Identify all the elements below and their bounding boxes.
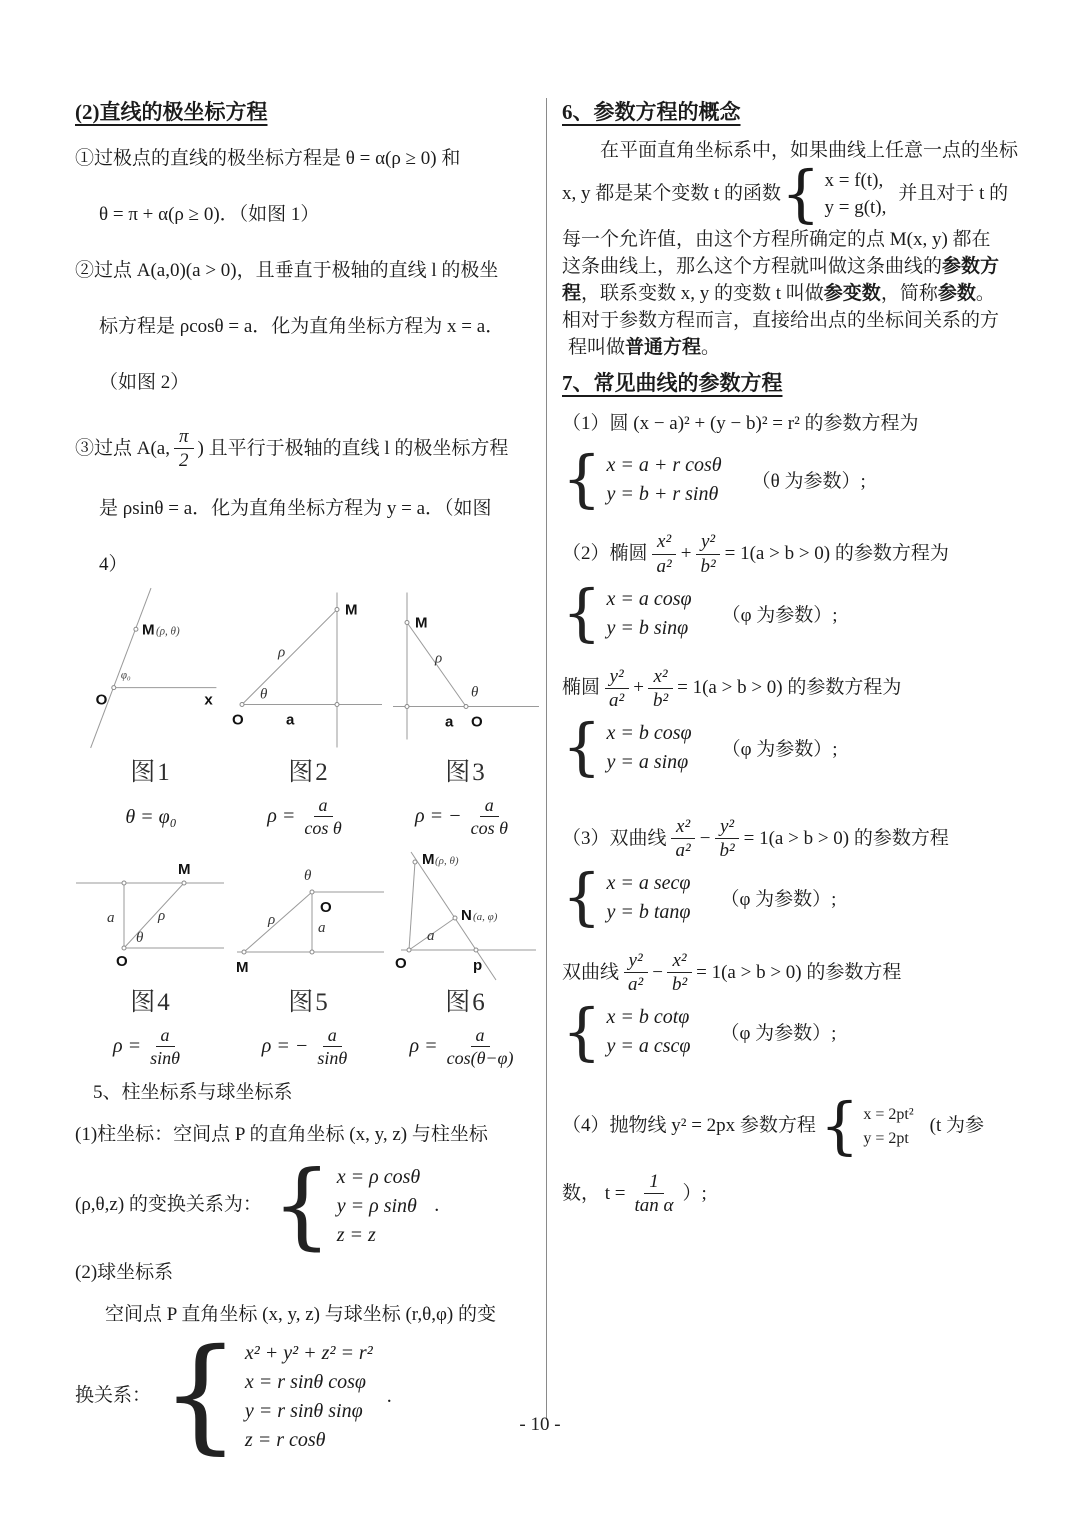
formula-fraction: $\frac{a}{\sin\theta}$ <box>317 1024 348 1069</box>
formula-fraction: $\frac{a}{\text{cos θ}}$ <box>304 794 342 839</box>
figure-3-formula <box>415 794 517 840</box>
period-mark: . <box>434 1194 440 1217</box>
figure-4-caption: 图4 <box>130 988 172 1016</box>
figure-1 <box>75 584 227 840</box>
hyperbola-parametric-equations <box>562 860 1032 934</box>
fraction: $\frac{\text{x²}}{\text{a²}}$ <box>671 816 696 862</box>
fraction: $\frac{\text{y²}}{\text{b²}}$ <box>695 531 720 577</box>
theta-label: θ <box>471 684 479 701</box>
ellipse-2-parametric-equations <box>562 710 1032 784</box>
rho-label: ρ <box>267 911 275 928</box>
equation-pre: 数， t = <box>562 1182 626 1204</box>
equation-row: x = f(t), <box>824 169 884 191</box>
foot-point <box>310 950 314 954</box>
bold-term: 参数方 <box>942 255 1000 277</box>
equation-row: y = 2pt <box>863 1129 909 1147</box>
fraction: $\frac{\text{x²}}{\text{b²}}$ <box>648 666 673 712</box>
left-heading: (2)直线的极坐标方程 <box>75 100 268 124</box>
equation-post: ）; <box>682 1182 707 1204</box>
pi-over-2-fraction: $\frac{\pi}{2}$ <box>174 426 194 472</box>
equation-rows <box>606 1006 690 1057</box>
x-axis-label: x <box>204 691 213 709</box>
item-3-line-3: 4） <box>99 553 128 575</box>
origin-label: O <box>231 711 244 729</box>
formula-lhs: ρ = <box>113 1035 142 1058</box>
figure-4-formula <box>113 1024 189 1070</box>
figure-row-2 <box>75 850 537 1070</box>
bold-term: 普通方程 <box>625 336 702 358</box>
hyperbola-2-parametric-equations <box>562 994 1032 1068</box>
left-brace: { <box>819 1089 860 1163</box>
paragraph-text: 。 <box>701 336 721 358</box>
curve-3-line <box>562 816 1032 862</box>
equation-row: x = a secφ <box>606 872 691 895</box>
equation-row: x = 2pt² <box>863 1105 914 1123</box>
item-1-line-2: θ = π + α(ρ ≥ 0)．（如图 1） <box>99 204 320 225</box>
period-mark: . <box>386 1384 392 1407</box>
a-label: a <box>317 919 325 936</box>
section-5-paragraph-3: 空间点 P 直角坐标 (x, y, z) 与球坐标 (r,θ,φ) 的变 <box>105 1303 497 1325</box>
formula-lhs: ρ = − <box>261 1035 309 1058</box>
equation-post: = 1(a > b > 0) 的参数方程 <box>696 961 902 983</box>
equation-row: y = a sinφ <box>606 750 689 773</box>
equation-row: y = b sinφ <box>606 616 689 639</box>
origin-point <box>407 948 411 952</box>
point-M <box>134 627 138 631</box>
figure-1-diagram <box>75 584 227 752</box>
point-M-label: M <box>141 620 155 638</box>
figure-2-formula <box>267 794 350 840</box>
equation-row: x = r sinθ cosφ <box>244 1370 366 1393</box>
section-6-heading: 6、参数方程的概念 <box>562 100 741 124</box>
parameter-note: （φ 为参数）; <box>720 889 837 911</box>
equation-post: = 1(a > b > 0) 的参数方程为 <box>724 543 949 565</box>
section-6-paragraph-4 <box>562 254 1032 280</box>
spherical-lead: 换关系： <box>75 1384 152 1406</box>
figure-3-caption: 图3 <box>445 758 487 786</box>
origin-point <box>112 685 116 689</box>
point-M <box>242 950 246 954</box>
figure-1-caption: 图1 <box>130 758 172 786</box>
point-M-label: M <box>344 601 357 619</box>
equation-rows <box>606 454 721 505</box>
equation-pre: 双曲线 <box>562 961 620 983</box>
a-label: a <box>106 909 114 926</box>
formula-fraction: $\frac{a}{\text{cos θ}}$ <box>470 794 508 839</box>
theta-label: θ <box>303 867 311 884</box>
item-3-pre: ③过点 A(a, <box>75 437 170 459</box>
item-2-line-1: ②过点 A(a,0)(a > 0)，且垂直于极轴的直线 l 的极坐 <box>75 260 499 281</box>
point-p-label: p <box>473 956 483 974</box>
figure-5-caption: 图5 <box>288 988 330 1016</box>
fraction: $\frac{\text{y²}}{\text{a²}}$ <box>623 950 648 996</box>
point-N-label: N <box>461 906 472 924</box>
figure-6-formula <box>409 1024 522 1070</box>
item-1-line-1: ①过极点的直线的极坐标方程是 θ = α(ρ ≥ 0) 和 <box>75 148 461 169</box>
section-5-paragraph-2: (2)球坐标系 <box>75 1261 174 1283</box>
section-6-paragraph-1: 在平面直角坐标系中，如果曲线上任意一点的坐标 <box>600 140 1019 161</box>
cylindrical-lead: (ρ,θ,z) 的变换关系为： <box>75 1194 262 1216</box>
paragraph-text: 这条曲线上，那么这个方程就叫做这条曲线的 <box>562 255 943 277</box>
a-label: a <box>285 711 294 729</box>
fraction: $\frac{\text{y²}}{\text{a²}}$ <box>604 666 629 712</box>
curve-3b-line <box>562 950 1032 996</box>
ellipse-parametric-equations <box>562 575 1032 649</box>
figure-2 <box>233 584 385 840</box>
equation-row: x = a cosφ <box>606 587 692 610</box>
point-M <box>405 620 409 624</box>
figure-6-diagram <box>391 850 541 982</box>
parameter-note: （φ 为参数）; <box>720 1023 837 1045</box>
operator: − <box>652 961 663 983</box>
curve-2b-line <box>562 666 1032 712</box>
bold-term: 程 <box>562 282 582 304</box>
radius-segment <box>124 883 184 948</box>
left-column <box>75 96 537 1468</box>
point-M <box>335 607 339 611</box>
equation-row: y = g(t), <box>824 196 887 218</box>
operator: + <box>680 543 692 565</box>
formula-lhs: ρ = − <box>415 805 462 828</box>
parameter-note: （θ 为参数）; <box>751 470 866 492</box>
point-N <box>453 916 457 920</box>
item-2-line-3: （如图 2） <box>99 372 190 393</box>
fraction: $\frac{\text{x²}}{\text{b²}}$ <box>667 950 692 996</box>
equation-row: x = ρ cosθ <box>336 1165 421 1188</box>
figure-5 <box>233 850 385 1070</box>
equation-rows <box>824 170 886 219</box>
equation-row: y = b + r sinθ <box>606 482 719 505</box>
left-brace: { <box>562 710 602 784</box>
rho-label: ρ <box>435 650 443 667</box>
item-3-post: ) 且平行于极轴的直线 l 的极坐标方程 <box>197 437 509 459</box>
section-6-paragraph-3: 每一个允许值，由这个方程所确定的点 M(x, y) 都在 <box>562 228 991 250</box>
equation-post: = 1(a > b > 0) 的参数方程 <box>743 827 949 849</box>
equation-rows <box>863 1106 913 1148</box>
paragraph-text: 。 <box>975 282 995 304</box>
point-M-label: M <box>415 614 428 632</box>
theta-label: θ <box>135 929 143 946</box>
equation-rows <box>337 1166 420 1246</box>
figure-row-1 <box>75 584 537 840</box>
origin-label: O <box>395 954 407 972</box>
right-column <box>562 96 1032 1246</box>
radius-segment <box>242 609 337 704</box>
parabola-pre: （4）抛物线 y² = 2px 参数方程 <box>562 1115 816 1137</box>
figure-4 <box>75 850 227 1070</box>
fraction: $\frac{\text{y²}}{\text{b²}}$ <box>714 816 739 862</box>
column-divider <box>546 98 547 1420</box>
curve-1-line: （1）圆 (x − a)² + (y − b)² = r² 的参数方程为 <box>562 412 919 434</box>
equation-pre: 椭圆 <box>562 677 601 699</box>
equation-row: x = b cotφ <box>606 1006 690 1029</box>
figure-1-formula: θ = φ₀ <box>125 805 177 828</box>
page-number: - 10 - <box>519 1414 561 1435</box>
point-M-label: M <box>422 850 435 868</box>
origin-label: O <box>115 952 128 970</box>
formula-lhs: ρ = <box>409 1035 438 1058</box>
equation-row: y = b tanφ <box>606 901 691 924</box>
a-label: a <box>445 713 454 731</box>
formula-lhs: ρ = <box>267 805 296 828</box>
angle-phi0-label: φ₀ <box>120 669 131 682</box>
circle-parametric-equations <box>562 441 1032 515</box>
origin-label: O <box>319 898 332 916</box>
formula-fraction: $\frac{a}{\sin\theta}$ <box>150 1024 180 1069</box>
origin-point <box>122 946 126 950</box>
left-brace: { <box>161 1323 240 1468</box>
definition-pre: x, y 都是某个变数 t 的函数 <box>562 182 782 204</box>
point-M <box>182 881 186 885</box>
figure-5-diagram <box>232 850 387 982</box>
section-6-paragraph-7 <box>562 335 1032 361</box>
operator: − <box>699 827 711 849</box>
equation-row: y = a cscφ <box>606 1035 691 1058</box>
fraction: $\frac{\text{x²}}{\text{a²}}$ <box>652 531 677 577</box>
left-brace: { <box>562 860 602 934</box>
theta-label: θ <box>259 686 267 703</box>
figure-3 <box>391 584 541 840</box>
formula-fraction: $\frac{a}{\cos(\theta-\varphi)}$ <box>446 1024 514 1069</box>
point-M-coords-label: (ρ, θ) <box>156 624 180 637</box>
paragraph-text: ，联系变数 x, y 的变数 t 叫做 <box>581 282 824 304</box>
left-brace: { <box>562 994 602 1068</box>
equation-rows <box>606 722 691 773</box>
section-5-heading: 5、柱坐标系与球坐标系 <box>93 1081 293 1103</box>
figure-3-diagram <box>391 584 541 752</box>
equation-post: = 1(a > b > 0) 的参数方程为 <box>677 677 902 699</box>
rho-label: ρ <box>277 644 285 661</box>
point-M-label: M <box>177 860 190 878</box>
origin-label: O <box>95 691 108 709</box>
radius-segment <box>409 862 415 950</box>
equation-row: y = r sinθ sinφ <box>244 1399 363 1422</box>
foot-point <box>405 704 409 708</box>
point-M-label: M <box>235 958 248 976</box>
point-M <box>413 860 417 864</box>
paragraph-text: 程叫做 <box>568 336 626 358</box>
paragraph-text: ，简称 <box>880 282 938 304</box>
figure-2-diagram <box>232 584 387 752</box>
a-label: a <box>427 927 435 944</box>
figure-6 <box>391 850 541 1070</box>
fraction: $\frac{1}{\text{tan α}}$ <box>634 1170 674 1217</box>
curve-2-line <box>562 531 1032 577</box>
item-3-line-2: 是 ρsinθ = a．化为直角坐标方程为 y = a．（如图 <box>99 497 492 519</box>
parameter-note: （φ 为参数）; <box>721 604 838 626</box>
equation-row: z = r cosθ <box>244 1428 326 1451</box>
bold-term: 参变数 <box>823 282 881 304</box>
section-7-heading: 7、常见曲线的参数方程 <box>562 370 783 395</box>
figure-6-caption: 图6 <box>445 988 487 1016</box>
equation-pre: （3）双曲线 <box>562 827 667 849</box>
figure-5-formula <box>262 1024 356 1070</box>
point-N-coords-label: (a, φ) <box>473 910 498 923</box>
left-brace: { <box>271 1150 332 1260</box>
item-3-line-1 <box>75 426 537 472</box>
figure-4-diagram <box>74 850 229 982</box>
equation-row: x² + y² + z² = r² <box>244 1341 373 1364</box>
point-M-coords-label: (ρ, θ) <box>435 854 459 867</box>
item-2-line-2: 标方程是 ρcosθ = a．化为直角坐标方程为 x = a． <box>99 316 505 337</box>
equation-row: x = b cosφ <box>606 721 692 744</box>
figure-2-caption: 图2 <box>288 758 330 786</box>
parameter-note: (t 为参 <box>929 1115 984 1137</box>
origin-point <box>240 702 244 706</box>
bold-term: 参数 <box>937 282 976 304</box>
equation-rows <box>606 588 691 639</box>
origin-label: O <box>471 713 483 731</box>
equation-rows <box>606 872 690 923</box>
foot-point <box>335 702 339 706</box>
section-6-paragraph-5 <box>562 281 1032 307</box>
equation-row: x = a + r cosθ <box>606 453 722 476</box>
parameter-note: （φ 为参数）; <box>721 738 838 760</box>
definition-post: 并且对于 t 的 <box>898 182 1009 204</box>
parabola-parametric-line <box>562 1089 1032 1163</box>
section-5-paragraph-1: (1)柱坐标：空间点 P 的直角坐标 (x, y, z) 与柱坐标 <box>75 1123 488 1145</box>
equation-row: z = z <box>336 1223 376 1246</box>
left-brace: { <box>781 157 821 230</box>
origin-point <box>310 890 314 894</box>
point-p <box>474 948 478 952</box>
left-brace: { <box>562 575 602 649</box>
cylindrical-equations <box>75 1150 537 1260</box>
equation-row: y = ρ sinθ <box>336 1194 417 1217</box>
left-brace: { <box>562 441 602 515</box>
rho-label: ρ <box>157 907 165 924</box>
radius-segment <box>244 892 312 952</box>
equation-pre: （2）椭圆 <box>562 543 648 565</box>
parametric-definition-line <box>562 157 1032 230</box>
section-6-paragraph-6: 相对于参数方程而言，直接给出点的坐标间关系的方 <box>562 309 1000 331</box>
parabola-parameter-line <box>562 1171 1032 1217</box>
origin-point <box>464 704 468 708</box>
foot-point <box>122 881 126 885</box>
polar-ray-line <box>91 588 151 748</box>
operator: + <box>633 677 644 699</box>
